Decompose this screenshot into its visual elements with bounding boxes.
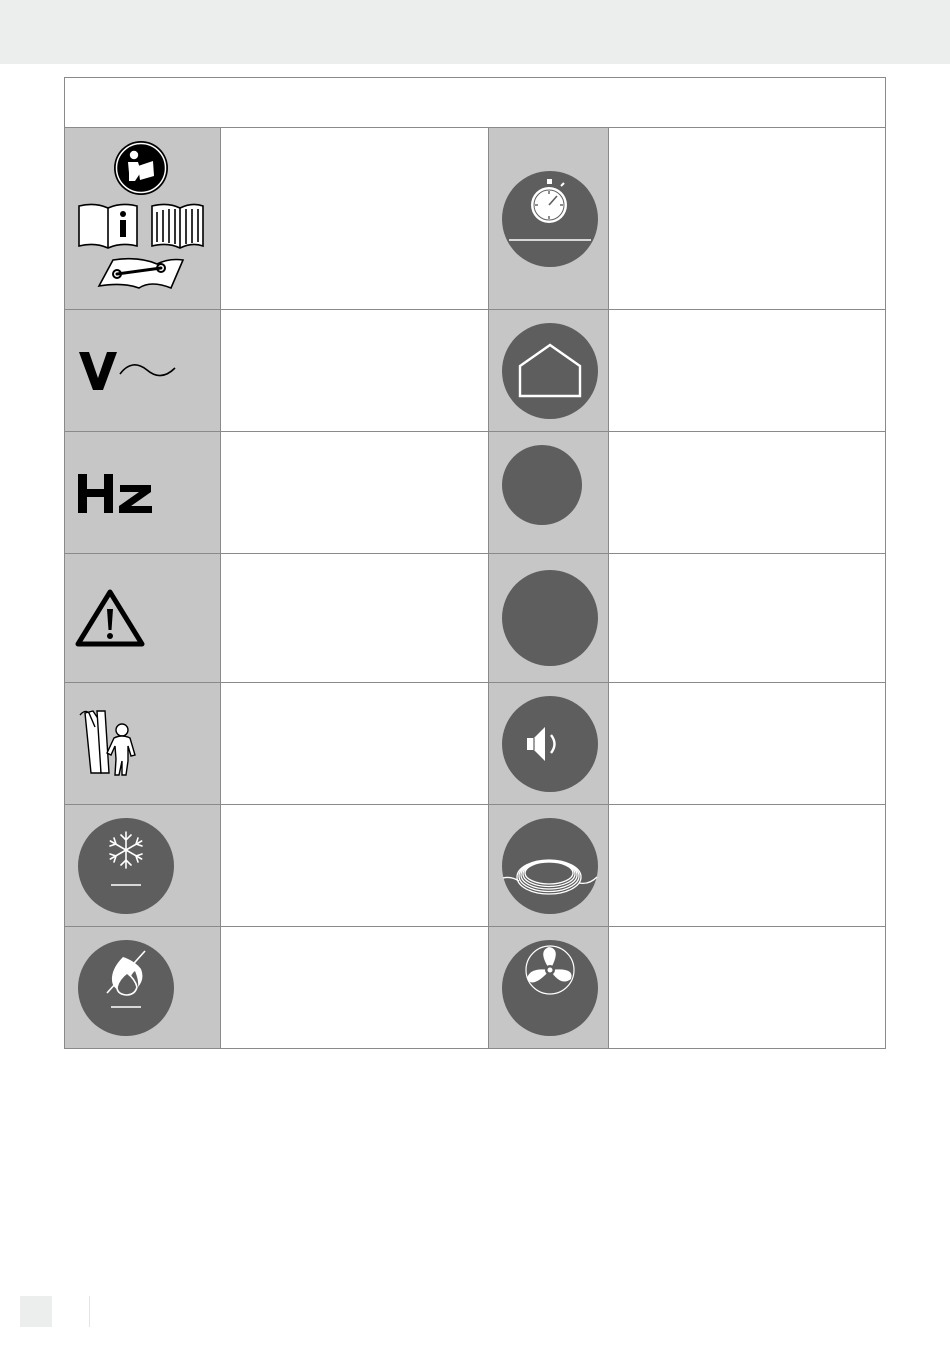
table-row (65, 683, 886, 805)
timer-icon (489, 128, 609, 310)
table-row (65, 805, 886, 927)
page-header-band (0, 0, 950, 64)
icon-cell (65, 683, 221, 805)
icon-cell (489, 554, 609, 683)
cable-coil-icon (489, 805, 609, 927)
warning-triangle-icon (65, 554, 221, 683)
no-flammable-icon (65, 927, 221, 1049)
plain-circle-icon (489, 432, 609, 554)
description-cell (609, 683, 886, 805)
table-row (65, 432, 886, 554)
icon-cell (489, 310, 609, 432)
table-row (65, 128, 886, 310)
table-row (65, 927, 886, 1049)
icon-cell (65, 805, 221, 927)
footer-divider (89, 1296, 90, 1327)
icon-cell (489, 432, 609, 554)
icon-cell (65, 927, 221, 1049)
icon-cell (489, 927, 609, 1049)
table-row (65, 554, 886, 683)
description-cell (221, 128, 489, 310)
description-cell (221, 310, 489, 432)
table-row (65, 310, 886, 432)
table-header-row (65, 78, 886, 128)
icon-cell (65, 432, 221, 554)
description-cell (221, 432, 489, 554)
table-header-cell (65, 78, 886, 128)
description-cell (221, 927, 489, 1049)
icon-cell (65, 310, 221, 432)
manual-instructions-icon (65, 128, 221, 310)
icon-cell (489, 805, 609, 927)
description-cell (609, 927, 886, 1049)
description-cell (609, 805, 886, 927)
indoor-use-icon (489, 310, 609, 432)
volt-ac-icon (65, 310, 221, 432)
child-safety-icon (65, 683, 221, 805)
hertz-icon (65, 432, 221, 554)
plain-circle-large-icon (489, 554, 609, 683)
description-cell (609, 554, 886, 683)
description-cell (221, 683, 489, 805)
snowflake-cooling-icon (65, 805, 221, 927)
icon-cell (65, 128, 221, 310)
description-cell (221, 554, 489, 683)
description-cell (609, 432, 886, 554)
icon-cell (65, 554, 221, 683)
icon-cell (489, 683, 609, 805)
icon-cell (489, 128, 609, 310)
description-cell (609, 310, 886, 432)
fan-icon (489, 927, 609, 1049)
symbols-table (64, 77, 886, 1049)
page-number-box (20, 1296, 52, 1327)
description-cell (221, 805, 489, 927)
speaker-sound-icon (489, 683, 609, 805)
description-cell (609, 128, 886, 310)
